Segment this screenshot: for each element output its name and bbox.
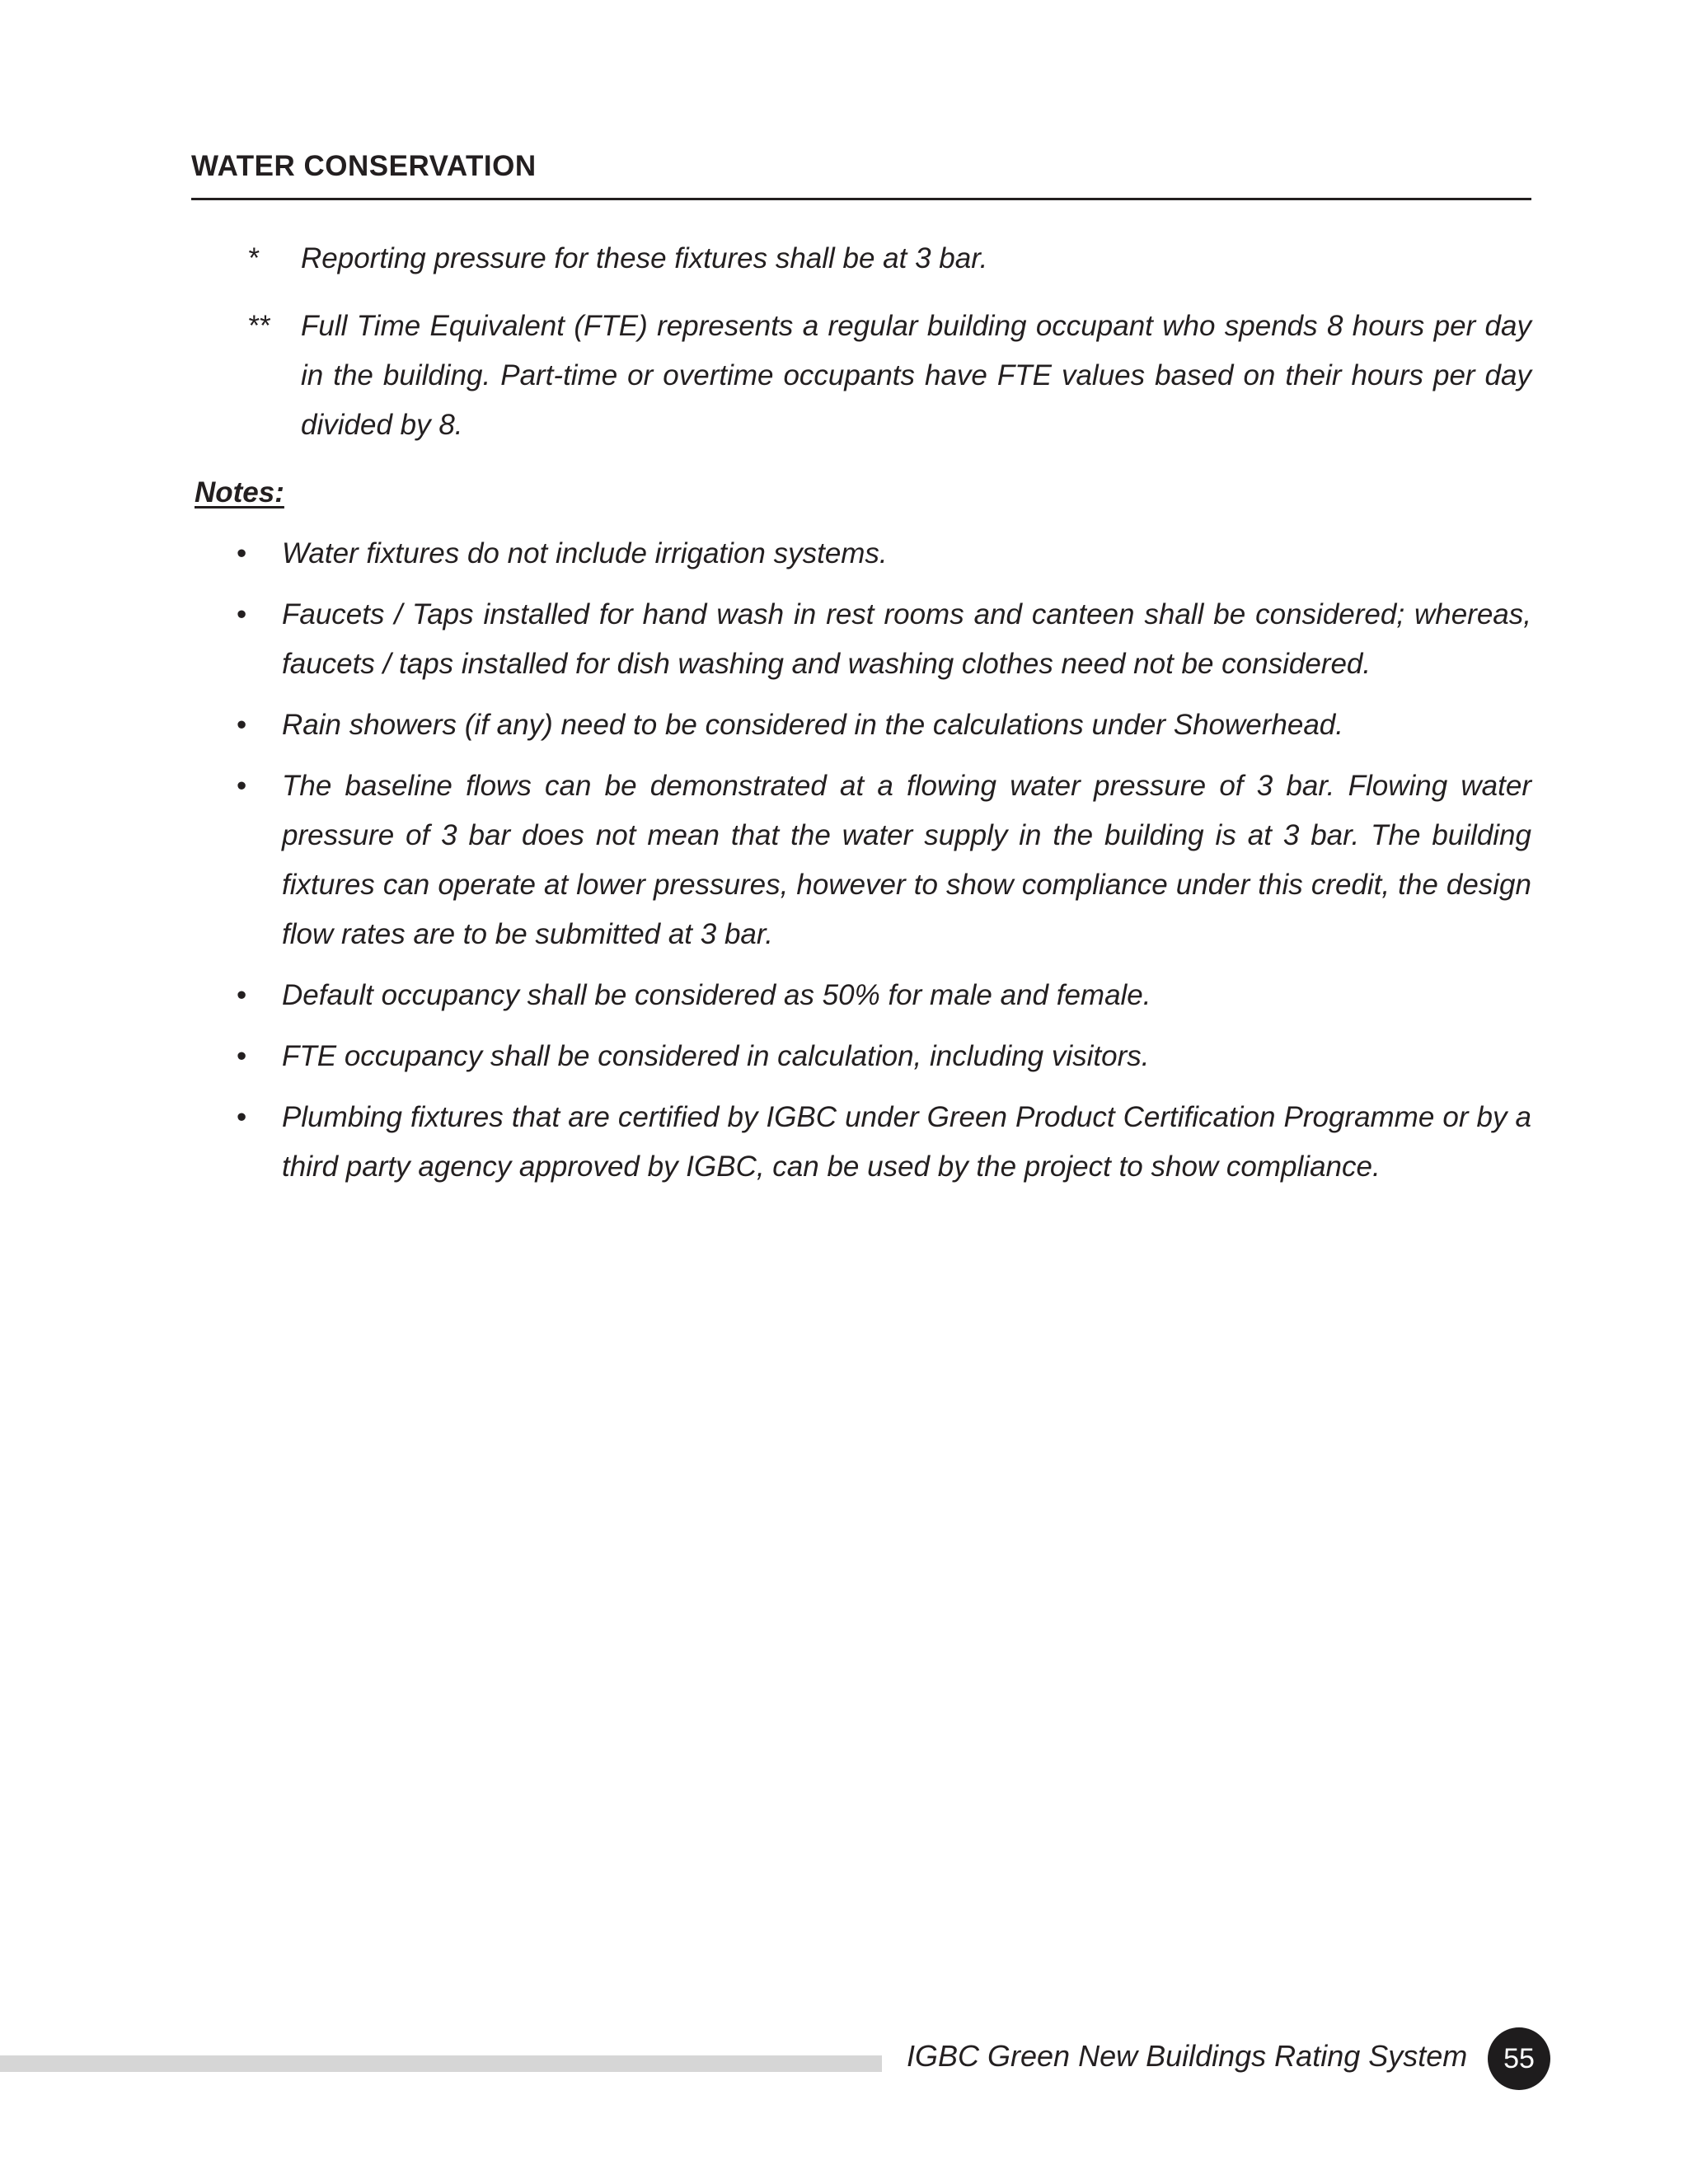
list-item bbox=[191, 701, 1531, 750]
document-body bbox=[191, 231, 1531, 1203]
bullet-icon: • bbox=[237, 709, 247, 741]
footer-bar bbox=[0, 2055, 882, 2072]
page-header bbox=[191, 147, 1531, 200]
note-text: The baseline flows can be demonstrated at a flowing water pressure of 3 bar. Flowing water pressure of 3 bar does not mean that the water supply in the building is at 3 bar. The building fixtures can operate at lower pressures, however to show compliance under this credit, the design flow rates are to be submitted at 3 bar. bbox=[282, 770, 1531, 950]
bullet-icon: • bbox=[237, 770, 247, 802]
note-text: Rain showers (if any) need to be considered in the calculations under Showerhead. bbox=[282, 709, 1343, 741]
bullet-icon: • bbox=[237, 1040, 247, 1072]
note-text: Default occupancy shall be considered as 50% for male and female. bbox=[282, 979, 1151, 1011]
footnote-fte bbox=[191, 302, 1531, 450]
list-item bbox=[191, 590, 1531, 689]
note-text: Water fixtures do not include irrigation systems. bbox=[282, 537, 888, 569]
footnote-text: Full Time Equivalent (FTE) represents a regular building occupant who spends 8 hours per day in the building. Part-time or overtime occupants have FTE values based on their hours per day divided by 8. bbox=[301, 310, 1531, 441]
list-item bbox=[191, 1032, 1531, 1081]
notes-list bbox=[191, 529, 1531, 1192]
page-footer bbox=[0, 2027, 1688, 2093]
publication-title: IGBC Green New Buildings Rating System bbox=[907, 2039, 1468, 2073]
bullet-icon: • bbox=[237, 598, 247, 630]
section-title: WATER CONSERVATION bbox=[191, 150, 537, 182]
footnote-marker: * bbox=[247, 242, 259, 274]
bullet-icon: • bbox=[237, 537, 247, 569]
page-number-badge: 55 bbox=[1488, 2027, 1550, 2090]
bullet-icon: • bbox=[237, 1101, 247, 1133]
notes-heading: Notes: bbox=[195, 476, 284, 509]
header-divider bbox=[191, 198, 1531, 200]
list-item bbox=[191, 1093, 1531, 1192]
note-text: Faucets / Taps installed for hand wash in rest rooms and canteen shall be considered; whereas, faucets / taps installed for dish washing and washing clothes need not be considered. bbox=[282, 598, 1531, 680]
footnote-text: Reporting pressure for these fixtures shall be at 3 bar. bbox=[301, 242, 988, 274]
bullet-icon: • bbox=[237, 979, 247, 1011]
list-item bbox=[191, 971, 1531, 1020]
list-item bbox=[191, 762, 1531, 959]
note-text: Plumbing fixtures that are certified by IGBC under Green Product Certification Programme or by a third party agency approved by IGBC, can be used by the project to show compliance. bbox=[282, 1101, 1531, 1183]
note-text: FTE occupancy shall be considered in calculation, including visitors. bbox=[282, 1040, 1150, 1072]
footnote-marker: ** bbox=[247, 310, 270, 342]
list-item bbox=[191, 529, 1531, 579]
footnote-pressure bbox=[191, 234, 1531, 284]
